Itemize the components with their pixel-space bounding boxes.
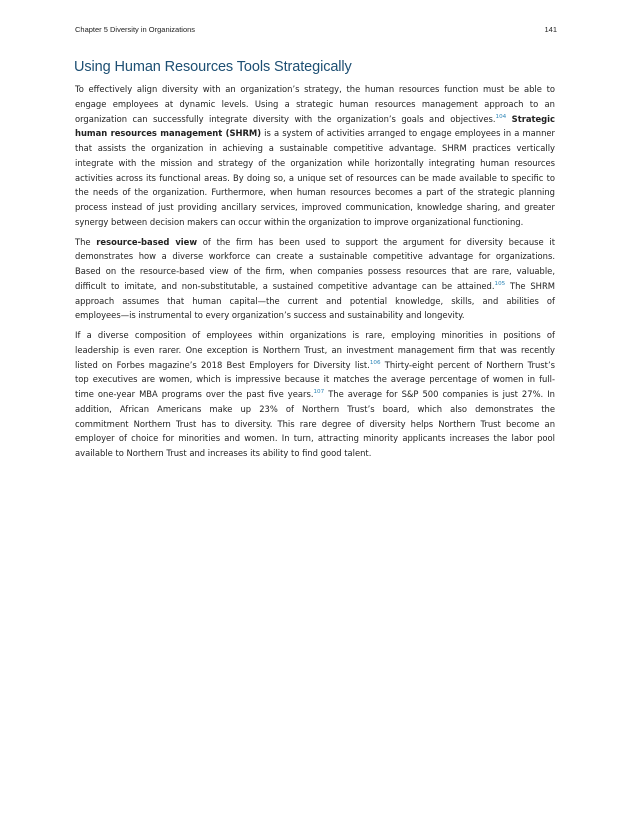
footnote-reference[interactable]: 106: [369, 359, 381, 366]
key-term: human resources management (SHRM): [75, 128, 262, 139]
section-heading: Using Human Resources Tools Strategically: [74, 59, 352, 75]
text-line: addition, African Americans make up 23% of Northern Trust’s board, which also demonstrates the: [75, 403, 555, 414]
text-line: approach assumes that human capital—the current and potential knowledge, skills, and abilities of: [75, 295, 555, 306]
text-line: top executives are women, which is impressive because it matches the average percentage of women in full-: [75, 374, 555, 385]
text-line: engage employees at dynamic levels. Using a strategic human resources management approach to an: [75, 98, 555, 109]
text-line: listed on Forbes magazine’s 2018 Best Employers for Diversity list.$^{106}$ Thirty-eight percent of Northern Trust’s: [75, 359, 555, 370]
text-line: If a diverse composition of employees within organizations is rare, employing minorities in positions of: [75, 330, 555, 340]
text-line: demonstrates how a diverse workforce can create a sustainable competitive advantage for organizations.: [75, 251, 555, 262]
body-text: [75, 82, 555, 466]
text-line: synergy between decision makers can occur within the organization to improve organizational functioning.: [75, 216, 524, 227]
text-line: Based on the resource-based view of the firm, when companies possess resources that are rare, valuable,: [75, 266, 555, 276]
paragraph: [75, 82, 555, 230]
text-line: activities across its functional areas. By doing so, a unique set of resources can be made available to specific to: [75, 172, 555, 183]
text-line: integrate with the mission and strategy of the organization while horizontally integrating human resources: [75, 157, 555, 168]
text-line: employees—is instrumental to every organization’s success and sustainability and longevity.: [75, 310, 465, 321]
text-line: organization can successfully integrate diversity with the organization’s goals and objectives.$^{104}$ Strategic: [75, 113, 555, 124]
text-line: employer of choice for minorities and women. In turn, attracting minority applicants increases the labor pool: [75, 433, 555, 444]
text-line: difficult to imitate, and non-substitutable, a sustained competitive advantage can be attained.$^{105}$ The SHRM: [75, 280, 555, 291]
text-line: process instead of just providing ancillary services, improved communication, knowledge sharing, and greater: [75, 202, 555, 212]
text-line: To effectively align diversity with an organization’s strategy, the human resources function must be able to: [75, 84, 555, 94]
footnote-reference[interactable]: 104: [495, 113, 507, 120]
key-term: Strategic: [511, 113, 555, 124]
text-line: human resources management (SHRM) is a system of activities arranged to engage employees in a manner: [75, 128, 555, 139]
text-line: commitment Northern Trust has to diversity. This rare degree of diversity helps Northern Trust become an: [75, 418, 555, 429]
paragraph: [75, 328, 555, 461]
footnote-reference[interactable]: 107: [313, 389, 325, 395]
text-line: The resource-based view of the firm has been used to support the argument for diversity because it: [75, 236, 555, 247]
footnote-reference[interactable]: 105: [494, 280, 506, 287]
page-number: 141: [544, 25, 557, 34]
text-line: available to Northern Trust and increases its ability to find good talent.: [75, 448, 372, 458]
chapter-title: Chapter 5 Diversity in Organizations: [75, 25, 196, 34]
paragraph: [75, 235, 555, 324]
running-header: [75, 25, 557, 37]
text-line: that assists the organization in achieving a sustainable competitive advantage. SHRM practices vertically: [75, 143, 555, 153]
text-line: the needs of the organization. Furthermore, when human resources becomes a part of the strategic planning: [75, 187, 555, 198]
text-line: time one-year MBA programs over the past five years.$^{107}$ The average for S&P 500 companies is just 27%. In: [75, 389, 555, 399]
key-term: resource-based view: [96, 236, 198, 247]
text-line: leadership is even rarer. One exception is Northern Trust, an investment management firm that was recently: [75, 344, 555, 355]
